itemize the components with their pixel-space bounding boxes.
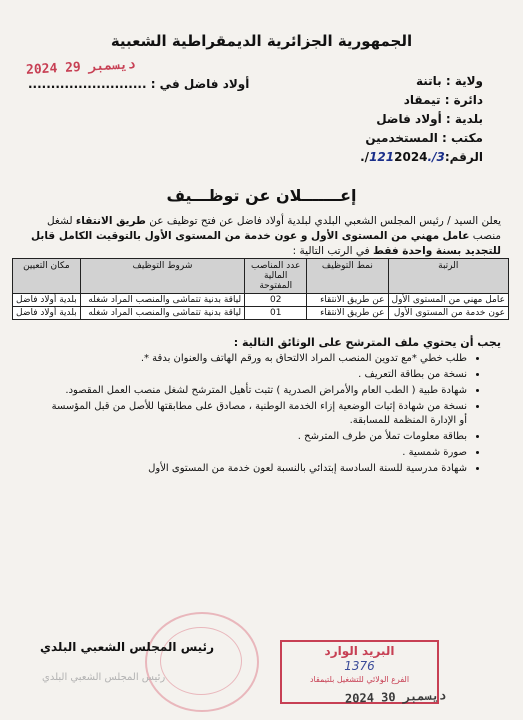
signature-stamp-text: رئيس المجلس الشعبي البلدي	[42, 672, 166, 683]
header-grade: الرتبة	[388, 259, 508, 294]
intro-text-2: لشغل منصب	[46, 215, 501, 242]
post-stamp-title: البريد الوارد	[324, 644, 395, 658]
baladiya-line: بلدية : أولاد فاضل	[376, 112, 483, 126]
place-date-line: أولاد فاضل في : ..........................	[28, 77, 250, 91]
cell-location: بلدية أولاد فاضل	[13, 294, 81, 307]
date-stamp-top: 2024 ديسمبر 29	[25, 57, 136, 78]
list-item: • شهادة طبية ( الطب العام والأمراض الصدرية ) تثبت تأهيل المترشح لشغل منصب العمل المقصود.	[47, 384, 467, 398]
office-line: مكتب : المستخدمين	[365, 131, 483, 145]
official-seal-inner	[160, 627, 242, 695]
cell-location: بلدية أولاد فاضل	[13, 307, 81, 320]
reference-number	[323, 148, 483, 167]
list-item: • شهادة مدرسية للسنة السادسة إبتدائي بالنسبة لعون خدمة من المستوى الأول	[47, 462, 467, 476]
cell-recruit-mode: عن طريق الانتقاء	[307, 307, 388, 320]
intro-text-3: في الرتب التالية :	[292, 245, 370, 257]
wilaya-line: ولاية : باتنة	[415, 74, 483, 88]
list-item: • نسخة من شهادة إثبات الوضعية إزاء الخدمة الوطنية ، مصادق على مطابقتها للأصل من قبل المؤسسة أو الإدارة المنظمة للمسابقة.	[47, 400, 467, 428]
header-location: مكان التعيين	[13, 259, 81, 294]
list-item: • صورة شمسية .	[47, 446, 467, 460]
recruitment-table	[12, 258, 509, 320]
signature-title: رئيس المجلس الشعبي البلدي	[40, 640, 214, 654]
cell-grade: عون خدمة من المستوى الأول	[388, 307, 508, 320]
header-recruit-mode: نمط التوظيف	[307, 259, 388, 294]
cell-open-posts: 01	[245, 307, 307, 320]
post-stamp-number: 1376	[344, 659, 375, 673]
cell-recruit-mode: عن طريق الانتقاء	[307, 294, 388, 307]
intro-bold-1: طريق الانتقاء	[75, 215, 146, 227]
republic-heading: الجمهورية الجزائرية الديمقراطية الشعبية	[110, 32, 413, 50]
date-stamp-bottom: 2024 ديسمبر 30	[344, 688, 447, 706]
cell-conditions: لياقة بدنية تتماشى والمنصب المراد شغله	[80, 294, 244, 307]
ref-prefix: الرقم:	[444, 150, 483, 164]
list-item: • بطاقة معلومات تملأ من طرف المترشح .	[47, 430, 467, 444]
table-header-row	[13, 259, 509, 294]
intro-text-1: يعلن السيد / رئيس المجلس الشعبي البلدي لبلدية أولاد فاضل عن فتح توظيف عن	[149, 215, 501, 227]
table-row	[13, 307, 509, 320]
cell-open-posts: 02	[245, 294, 307, 307]
table-row	[13, 294, 509, 307]
intro-paragraph	[17, 214, 501, 259]
header-conditions: شروط التوظيف	[80, 259, 244, 294]
intro-bold-tail: عامل	[442, 230, 470, 242]
ref-handwritten: 3/.121	[369, 150, 445, 164]
cell-grade: عامل مهني من المستوى الأول	[388, 294, 508, 307]
list-item: • طلب خطي *مع تدوين المنصب المراد الالتحاق به ورقم الهاتف والعنوان بدقة *.	[47, 352, 467, 366]
documents-list	[47, 352, 483, 478]
post-stamp-sub: الفرع الولائي للتشغيل بلتيمقاد	[309, 675, 410, 684]
cell-conditions: لياقة بدنية تتماشى والمنصب المراد شغله	[80, 307, 244, 320]
daira-line: دائرة : تيمقاد	[403, 93, 483, 107]
documents-intro: يجب أن يحتوي ملف المترشح على الوثائق التالية :	[233, 336, 501, 349]
header-open-posts: عدد المناصب المالية المفتوحة	[245, 259, 307, 294]
intro-bold-2: مهني من المستوى الأول و عون خدمة من المستوى الأول بالتوقيت الكامل قابل للتجديد بسنة واحدة فقط	[31, 230, 501, 257]
ref-year: 2024/.	[360, 150, 428, 164]
list-item: • نسخة من بطاقة التعريف .	[47, 368, 467, 382]
announcement-title: إعـــــــلان عن توظـــيف	[166, 186, 357, 205]
administrative-header	[323, 72, 483, 167]
